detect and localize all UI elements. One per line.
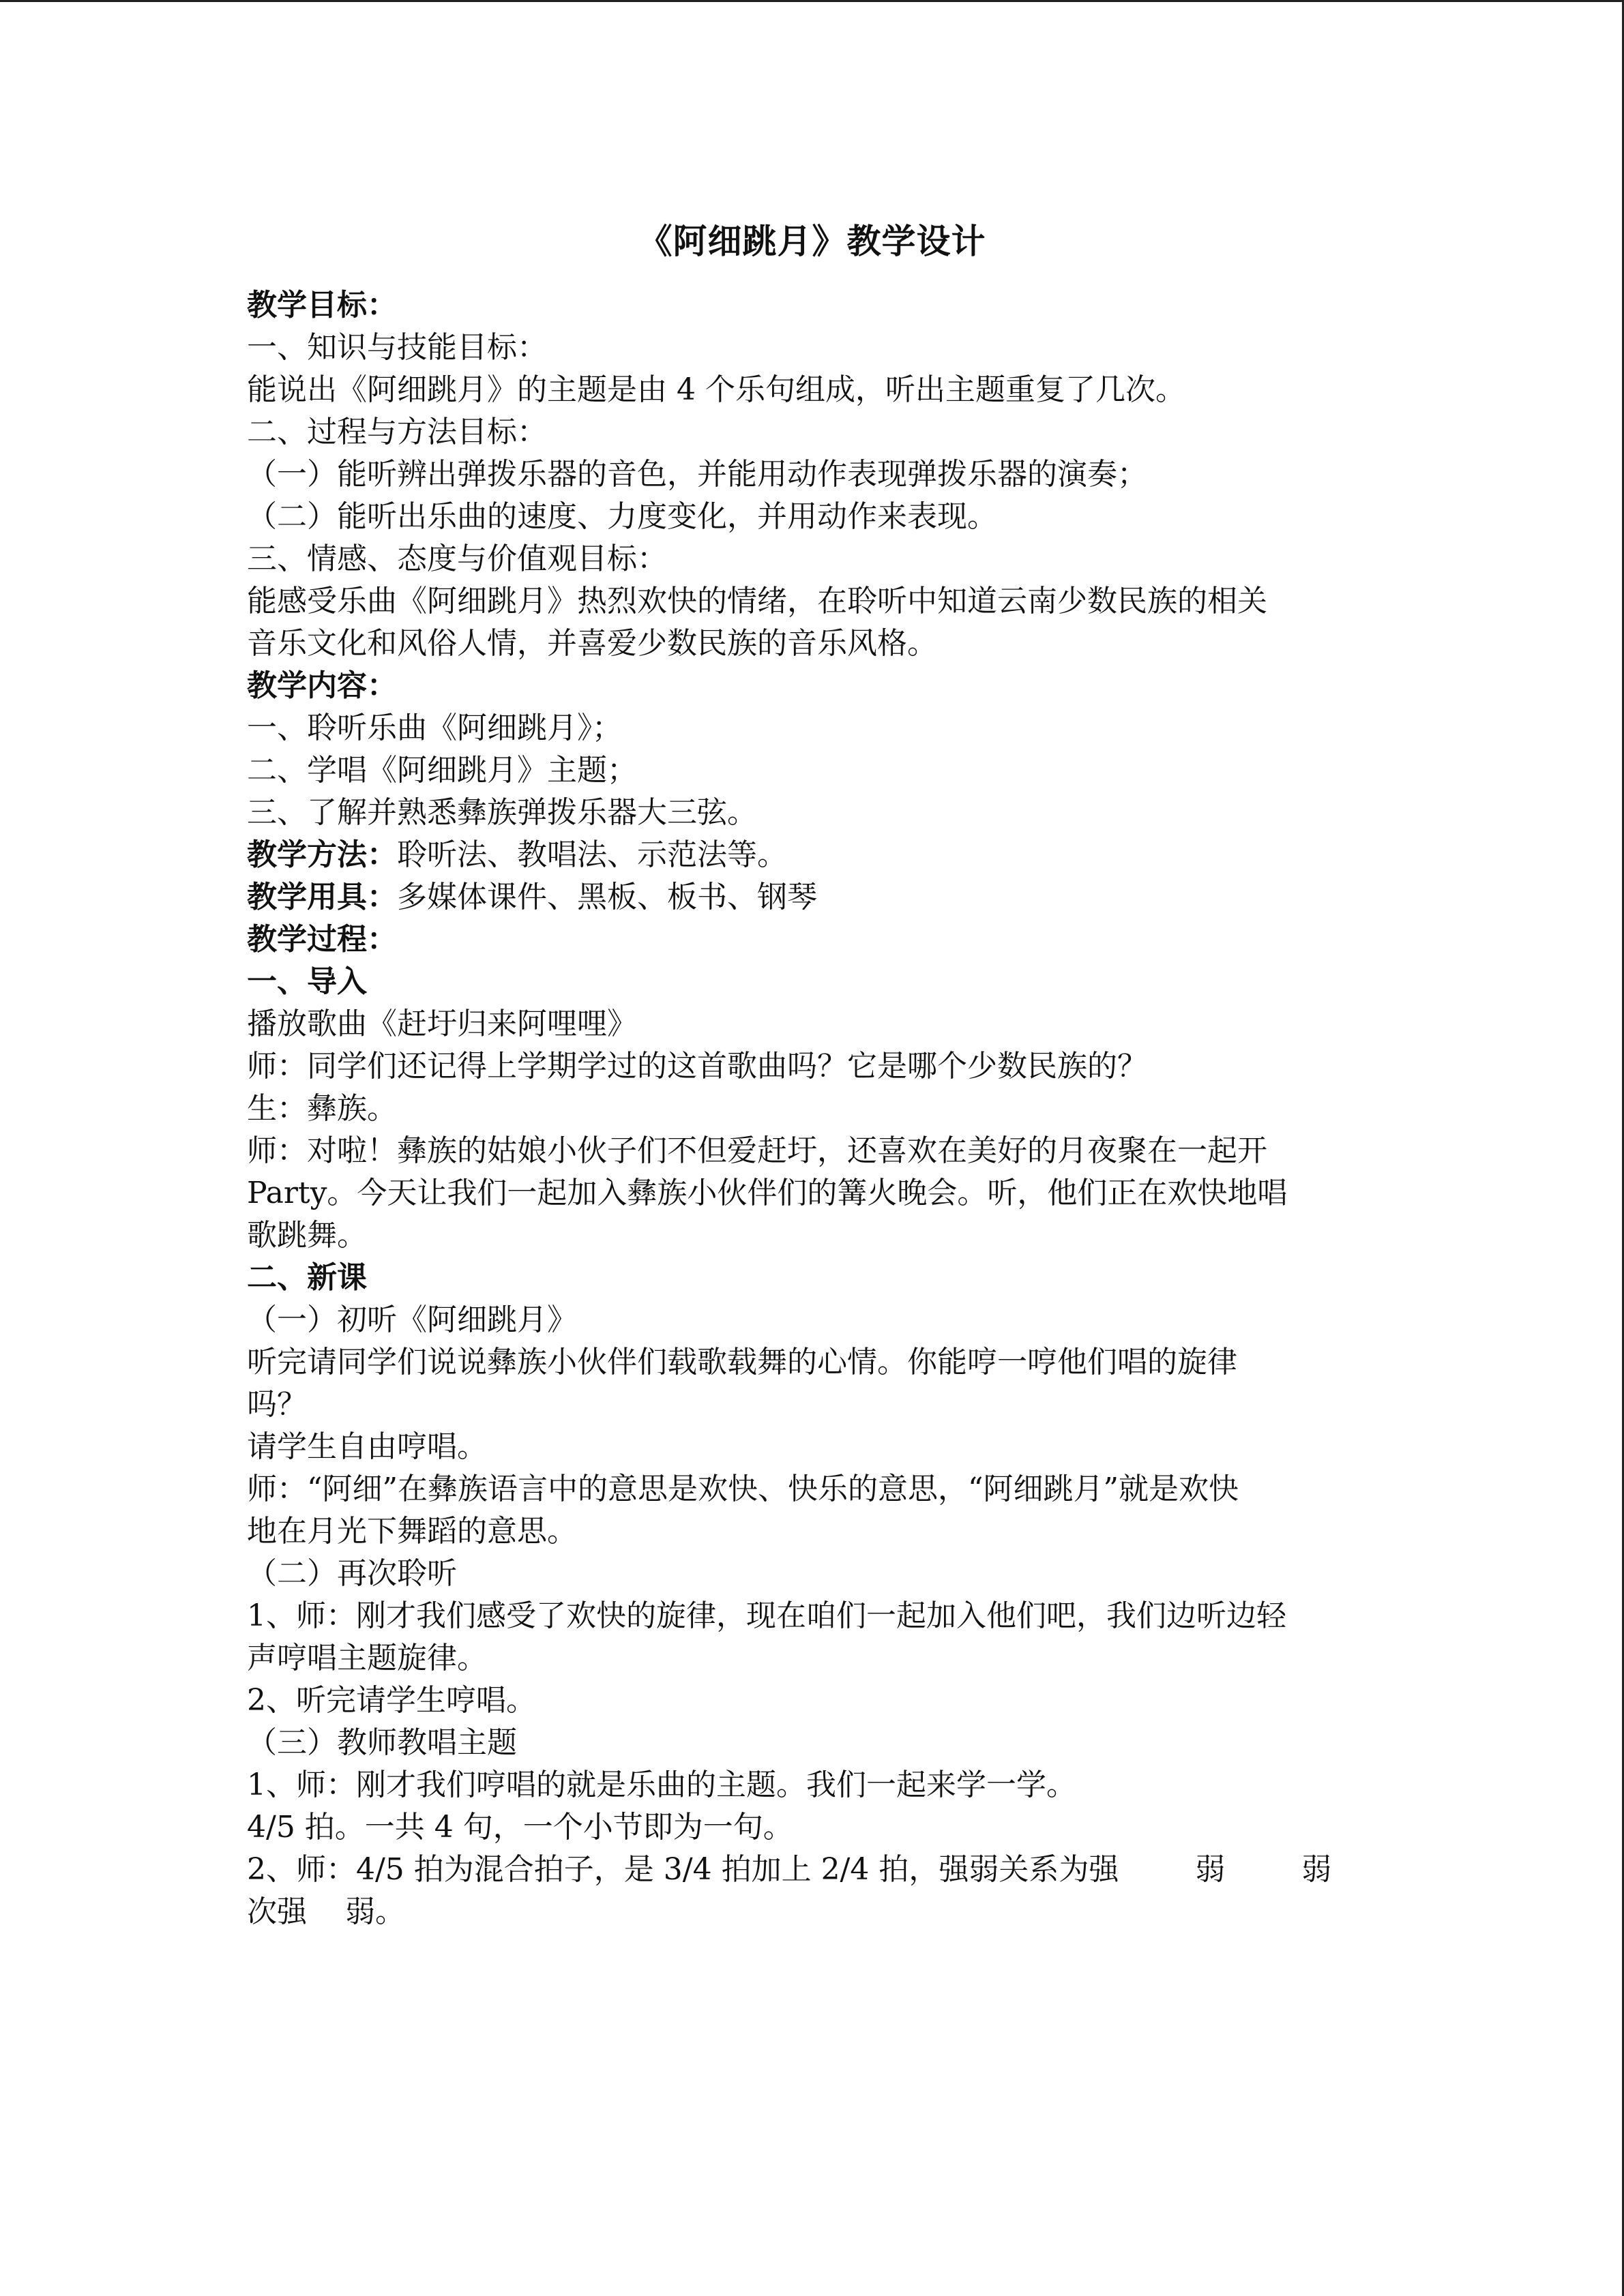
first-listen-heading: （一）初听《阿细跳月》 (247, 1302, 577, 1337)
intro-line: 歌跳舞。 (247, 1218, 367, 1253)
second-listen-heading: （二）再次聆听 (247, 1556, 457, 1591)
intro-heading: 一、导入 (247, 964, 367, 999)
second-listen-line: 2、听完请学生哼唱。 (247, 1683, 536, 1718)
methods-value: 聆听法、教唱法、示范法等。 (397, 837, 787, 872)
second-listen-line: 1、师：刚才我们感受了欢快的旋律，现在咱们一起加入他们吧，我们边听边轻 (247, 1598, 1286, 1633)
first-listen-line: 听完请同学们说说彝族小伙伴们载歌载舞的心情。你能哼一哼他们唱的旋律 (247, 1345, 1237, 1380)
emotion-heading: 三、情感、态度与价值观目标： (247, 541, 667, 576)
teach-line: 2、师：4/5 拍为混合拍子，是 3/4 拍加上 2/4 拍，强弱关系为强 弱 弱 (247, 1852, 1332, 1887)
teach-heading: （三）教师教唱主题 (247, 1725, 517, 1760)
knowledge-text: 能说出《阿细跳月》的主题是由 4 个乐句组成，听出主题重复了几次。 (247, 372, 1185, 407)
intro-line: Party。今天让我们一起加入彝族小伙伴们的篝火晚会。听，他们正在欢快地唱 (247, 1176, 1288, 1210)
process-method-item: （二）能听出乐曲的速度、力度变化，并用动作来表现。 (247, 499, 997, 534)
process-method-item: （一）能听辨出弹拨乐器的音色，并能用动作表现弹拨乐器的演奏； (247, 457, 1147, 492)
first-listen-line: 吗？ (247, 1387, 307, 1422)
content-item: 三、了解并熟悉彝族弹拨乐器大三弦。 (247, 795, 757, 830)
process-heading: 教学过程： (247, 922, 397, 957)
teach-line: 4/5 拍。一共 4 句，一个小节即为一句。 (247, 1810, 793, 1845)
content-heading: 教学内容： (247, 668, 397, 703)
intro-line: 生：彝族。 (247, 1091, 397, 1126)
emotion-text: 能感受乐曲《阿细跳月》热烈欢快的情绪，在聆听中知道云南少数民族的相关 (247, 584, 1267, 618)
process-method-heading: 二、过程与方法目标： (247, 415, 547, 449)
tools-line (247, 876, 1379, 919)
first-listen-line: 请学生自由哼唱。 (247, 1429, 487, 1464)
first-listen-line: 师：“阿细”在彝族语言中的意思是欢快、快乐的意思，“阿细跳月”就是欢快 (247, 1472, 1239, 1506)
teach-line: 1、师：刚才我们哼唱的就是乐曲的主题。我们一起来学一学。 (247, 1768, 1076, 1802)
content-item: 二、学唱《阿细跳月》主题； (247, 753, 637, 788)
second-listen-line: 声哼唱主题旋律。 (247, 1641, 487, 1675)
new-lesson-heading: 二、新课 (247, 1260, 367, 1295)
emotion-text: 音乐文化和风俗人情，并喜爱少数民族的音乐风格。 (247, 626, 937, 661)
objectives-heading: 教学目标： (247, 288, 397, 323)
teach-line: 次强 弱。 (247, 1894, 405, 1929)
intro-line: 播放歌曲《赶圩归来阿哩哩》 (247, 1007, 637, 1041)
document-body (247, 284, 1379, 1933)
document-title: 《阿细跳月》教学设计 (638, 221, 986, 261)
intro-line: 师：对啦！彝族的姑娘小伙子们不但爱赶圩，还喜欢在美好的月夜聚在一起开 (247, 1133, 1267, 1168)
knowledge-heading: 一、知识与技能目标： (247, 330, 547, 365)
tools-label: 教学用具： (247, 880, 397, 914)
methods-line (247, 834, 1379, 876)
content-item: 一、聆听乐曲《阿细跳月》； (247, 711, 622, 745)
intro-line: 师：同学们还记得上学期学过的这首歌曲吗？它是哪个少数民族的？ (247, 1049, 1147, 1084)
tools-value: 多媒体课件、黑板、板书、钢琴 (397, 880, 817, 914)
methods-label: 教学方法： (247, 837, 397, 872)
first-listen-line: 地在月光下舞蹈的意思。 (247, 1514, 577, 1549)
